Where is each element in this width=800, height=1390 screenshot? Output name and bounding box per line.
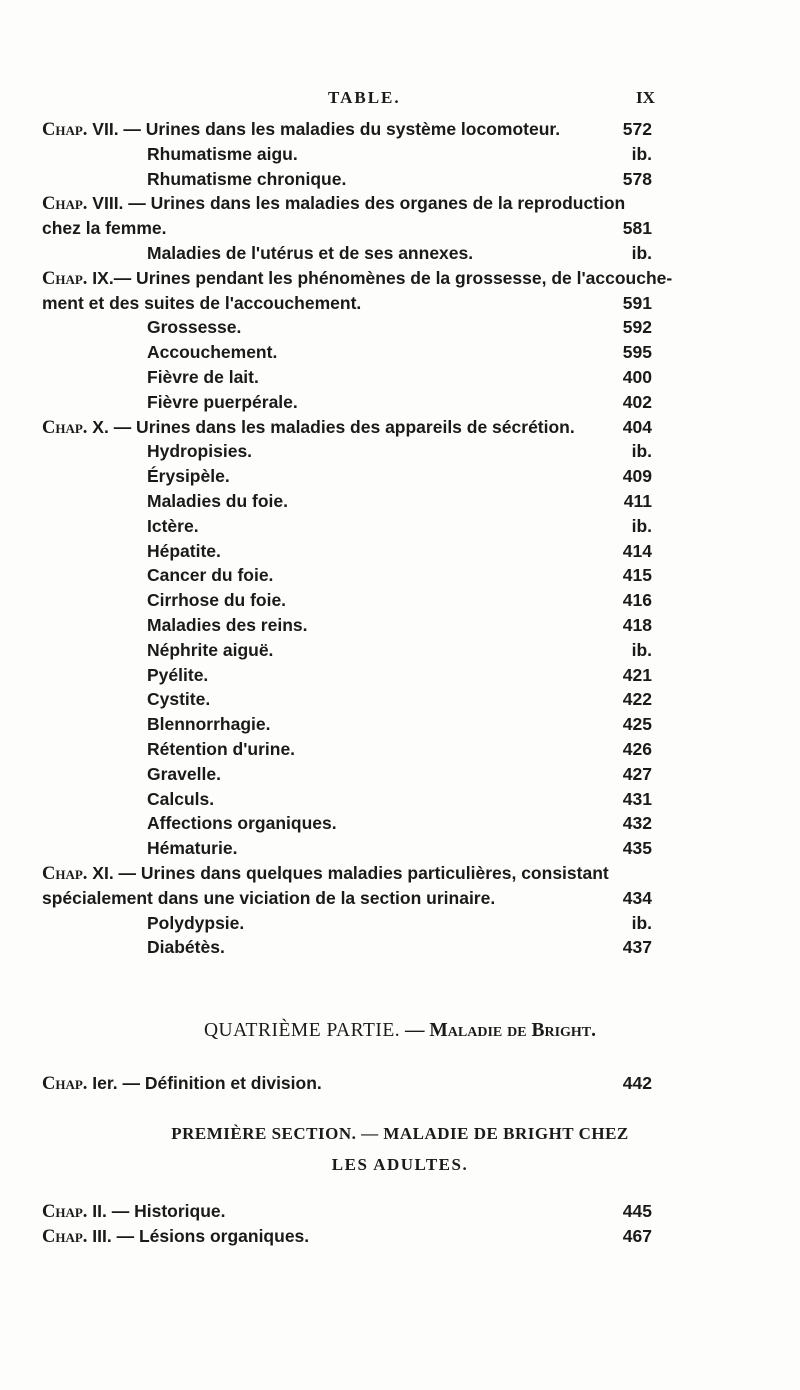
section-heading-line-2: LES ADULTES. — [331, 1155, 469, 1174]
entry-page: ib. — [631, 242, 652, 263]
entry-text-line — [42, 1199, 226, 1225]
entry-text-line — [147, 737, 295, 762]
entry-page: ib. — [631, 515, 652, 536]
running-header — [0, 88, 800, 112]
part-subtitle: — Maladie de Bright. — [400, 1020, 597, 1041]
entry-text-line — [42, 117, 560, 143]
entry-text: Grossesse. — [147, 317, 242, 338]
entry-text: Maladies du foie. — [147, 490, 288, 511]
toc-entry — [0, 563, 800, 588]
chap-label: Chap. — [42, 417, 88, 438]
entry-page: 445 — [622, 1201, 652, 1221]
entry-text: III. — Lésions organiques. — [87, 1225, 310, 1246]
entry-text-line — [147, 489, 288, 514]
entry-text: Affections organiques. — [147, 813, 337, 834]
toc-entry — [0, 663, 800, 688]
entry-text: Fièvre de lait. — [147, 366, 259, 387]
entry-text-line — [42, 415, 575, 441]
entry-page: ib. — [631, 639, 652, 660]
entry-text-line — [147, 663, 208, 688]
toc-entry — [0, 167, 800, 192]
toc-entry — [0, 241, 800, 266]
chap-label: Chap. — [42, 1226, 88, 1247]
entry-text-line — [42, 886, 495, 911]
entry-text-line — [147, 762, 221, 787]
entry-text: Hépatite. — [147, 540, 221, 561]
entry-text-line — [147, 911, 244, 936]
entry-text: Maladies de l'utérus et de ses annexes. — [147, 242, 474, 263]
toc-entry — [0, 712, 800, 737]
entry-text: Gravelle. — [147, 763, 221, 784]
entry-text: Fièvre puerpérale. — [147, 391, 298, 412]
entry-text-line — [147, 935, 225, 960]
entry-text: Diabétès. — [147, 937, 225, 958]
entry-page: 415 — [622, 565, 652, 586]
entry-text-line — [42, 191, 625, 217]
section-heading-line-1: PREMIÈRE SECTION. — MALADIE DE BRIGHT CHEZ — [171, 1124, 629, 1143]
entry-text: Érysipèle. — [147, 466, 230, 487]
toc-entry — [0, 886, 800, 911]
part-heading — [0, 1020, 800, 1042]
toc-entry — [0, 266, 800, 291]
toc-entry — [0, 216, 800, 241]
entry-text: Pyélite. — [147, 664, 209, 685]
toc-entry — [0, 613, 800, 638]
entry-page: 467 — [622, 1225, 652, 1246]
header-title: TABLE. — [328, 88, 401, 107]
toc-entry — [0, 191, 800, 216]
entry-text-line — [42, 861, 609, 887]
toc-tail — [0, 1199, 800, 1249]
toc-entry — [0, 588, 800, 613]
entry-text: Cystite. — [147, 689, 211, 710]
toc-entry — [0, 315, 800, 340]
toc-entry — [0, 1199, 800, 1224]
entry-page: 400 — [622, 366, 652, 387]
toc-entry — [0, 811, 800, 836]
entry-page: 409 — [622, 466, 652, 487]
toc-entry — [0, 390, 800, 415]
entry-text: Accouchement. — [147, 342, 278, 363]
toc-entry — [0, 787, 800, 812]
toc-entry — [0, 935, 800, 960]
entry-page: 421 — [622, 664, 652, 685]
entry-text: Néphrite aiguë. — [147, 639, 274, 660]
entry-text-line — [147, 340, 277, 365]
entry-text-line — [147, 811, 337, 836]
entry-page: 591 — [622, 292, 652, 313]
entry-text: spécialement dans une viciation de la section urinaire. — [42, 887, 496, 908]
entry-page: 431 — [622, 788, 652, 809]
entry-text: Maladies des reins. — [147, 614, 308, 635]
entry-text: chez la femme. — [42, 218, 167, 239]
toc-entry — [0, 861, 800, 886]
entry-text: Ier. — Définition et division. — [87, 1073, 322, 1093]
entry-text: Blennorrhagie. — [147, 714, 271, 735]
entry-text-line — [147, 687, 210, 712]
entry-text-line — [147, 588, 286, 613]
toc-entry — [0, 142, 800, 167]
entry-text-line — [147, 241, 473, 266]
entry-text: XI. — Urines dans quelques maladies particulières, consistant — [87, 862, 609, 883]
toc-entry — [0, 291, 800, 316]
entry-text: Calculs. — [147, 788, 215, 809]
entry-text-line — [147, 464, 230, 489]
chap-label: Chap. — [42, 268, 88, 289]
chap-label: Chap. — [42, 863, 88, 884]
toc-entry — [0, 687, 800, 712]
entry-text: VII. — Urines dans les maladies du système locomoteur. — [87, 119, 561, 139]
entry-page: 425 — [622, 714, 652, 735]
toc-entry — [42, 1073, 652, 1097]
entry-page: 416 — [622, 590, 652, 611]
entry-text-line — [147, 638, 273, 663]
entry-text: Rhumatisme aigu. — [147, 143, 298, 164]
toc-entry — [0, 539, 800, 564]
entry-text: Rétention d'urine. — [147, 738, 296, 759]
toc-entry — [0, 762, 800, 787]
entry-text-line — [147, 142, 298, 167]
toc-entry — [0, 439, 800, 464]
toc-entry — [0, 911, 800, 936]
entry-text-line — [42, 266, 672, 292]
entry-text-line — [42, 291, 361, 316]
entry-page: 572 — [622, 119, 652, 139]
toc-entry — [0, 836, 800, 861]
entry-page: 435 — [622, 838, 652, 859]
entry-text-line — [147, 514, 199, 539]
header-page-number: IX — [636, 88, 655, 107]
entry-text: Ictère. — [147, 515, 199, 536]
entry-text-line — [147, 563, 273, 588]
entry-text-line — [147, 539, 221, 564]
toc-entry — [0, 1224, 800, 1249]
entry-text: Cancer du foie. — [147, 565, 274, 586]
entry-page: 434 — [622, 887, 652, 908]
chap-label: Chap. — [42, 120, 88, 140]
entry-page: 427 — [622, 763, 652, 784]
entry-text-line — [42, 1224, 309, 1250]
part-title: QUATRIÈME PARTIE. — [203, 1020, 401, 1041]
toc-entry — [0, 340, 800, 365]
entry-text: Hématurie. — [147, 838, 238, 859]
entry-page: 581 — [622, 218, 652, 239]
entry-text: II. — Historique. — [87, 1201, 226, 1221]
entry-text: Polydypsie. — [147, 912, 245, 933]
toc-entry — [0, 514, 800, 539]
entry-text-line — [147, 836, 237, 861]
entry-text-line — [147, 167, 346, 192]
toc-entry — [0, 117, 800, 142]
entry-text-line — [42, 216, 167, 241]
entry-text-line — [147, 787, 214, 812]
entry-page: 437 — [622, 937, 652, 958]
entry-page: ib. — [631, 912, 652, 933]
entry-text: IX.— Urines pendant les phénomènes de la grossesse, de l'accouche- — [87, 267, 673, 288]
table-of-contents — [0, 117, 800, 960]
entry-page: ib. — [631, 143, 652, 164]
toc-entry — [0, 464, 800, 489]
toc-entry — [0, 638, 800, 663]
entry-text-line — [147, 613, 308, 638]
entry-text: ment et des suites de l'accouchement. — [42, 292, 362, 313]
entry-page: 422 — [622, 689, 652, 710]
entry-text-line — [147, 315, 241, 340]
entry-text: X. — Urines dans les maladies des appareils de sécrétion. — [87, 416, 575, 437]
entry-page: 592 — [622, 317, 652, 338]
entry-page: 432 — [622, 813, 652, 834]
chap-label: Chap. — [42, 194, 88, 215]
entry-page: 595 — [622, 342, 652, 363]
entry-page: 404 — [622, 416, 652, 437]
toc-entry — [0, 415, 800, 440]
entry-text-line — [147, 365, 259, 390]
entry-page: 418 — [622, 614, 652, 635]
entry-text: VIII. — Urines dans les maladies des organes de la reproduction — [87, 193, 626, 214]
entry-text-line — [147, 439, 252, 464]
entry-page: ib. — [631, 441, 652, 462]
entry-page: 426 — [622, 738, 652, 759]
entry-text-line — [147, 712, 271, 737]
entry-page: 414 — [622, 540, 652, 561]
toc-entry — [0, 737, 800, 762]
entry-page: 442 — [622, 1073, 652, 1093]
chap-label: Chap. — [42, 1074, 88, 1094]
toc-entry — [0, 489, 800, 514]
chap-label: Chap. — [42, 1202, 88, 1222]
entry-text-line — [147, 390, 298, 415]
entry-page: 411 — [623, 490, 652, 511]
entry-text: Rhumatisme chronique. — [147, 168, 347, 189]
entry-page: 578 — [622, 168, 652, 189]
toc-entry — [0, 365, 800, 390]
entry-text: Cirrhose du foie. — [147, 590, 287, 611]
entry-text: Hydropisies. — [147, 441, 253, 462]
entry-page: 402 — [622, 391, 652, 412]
